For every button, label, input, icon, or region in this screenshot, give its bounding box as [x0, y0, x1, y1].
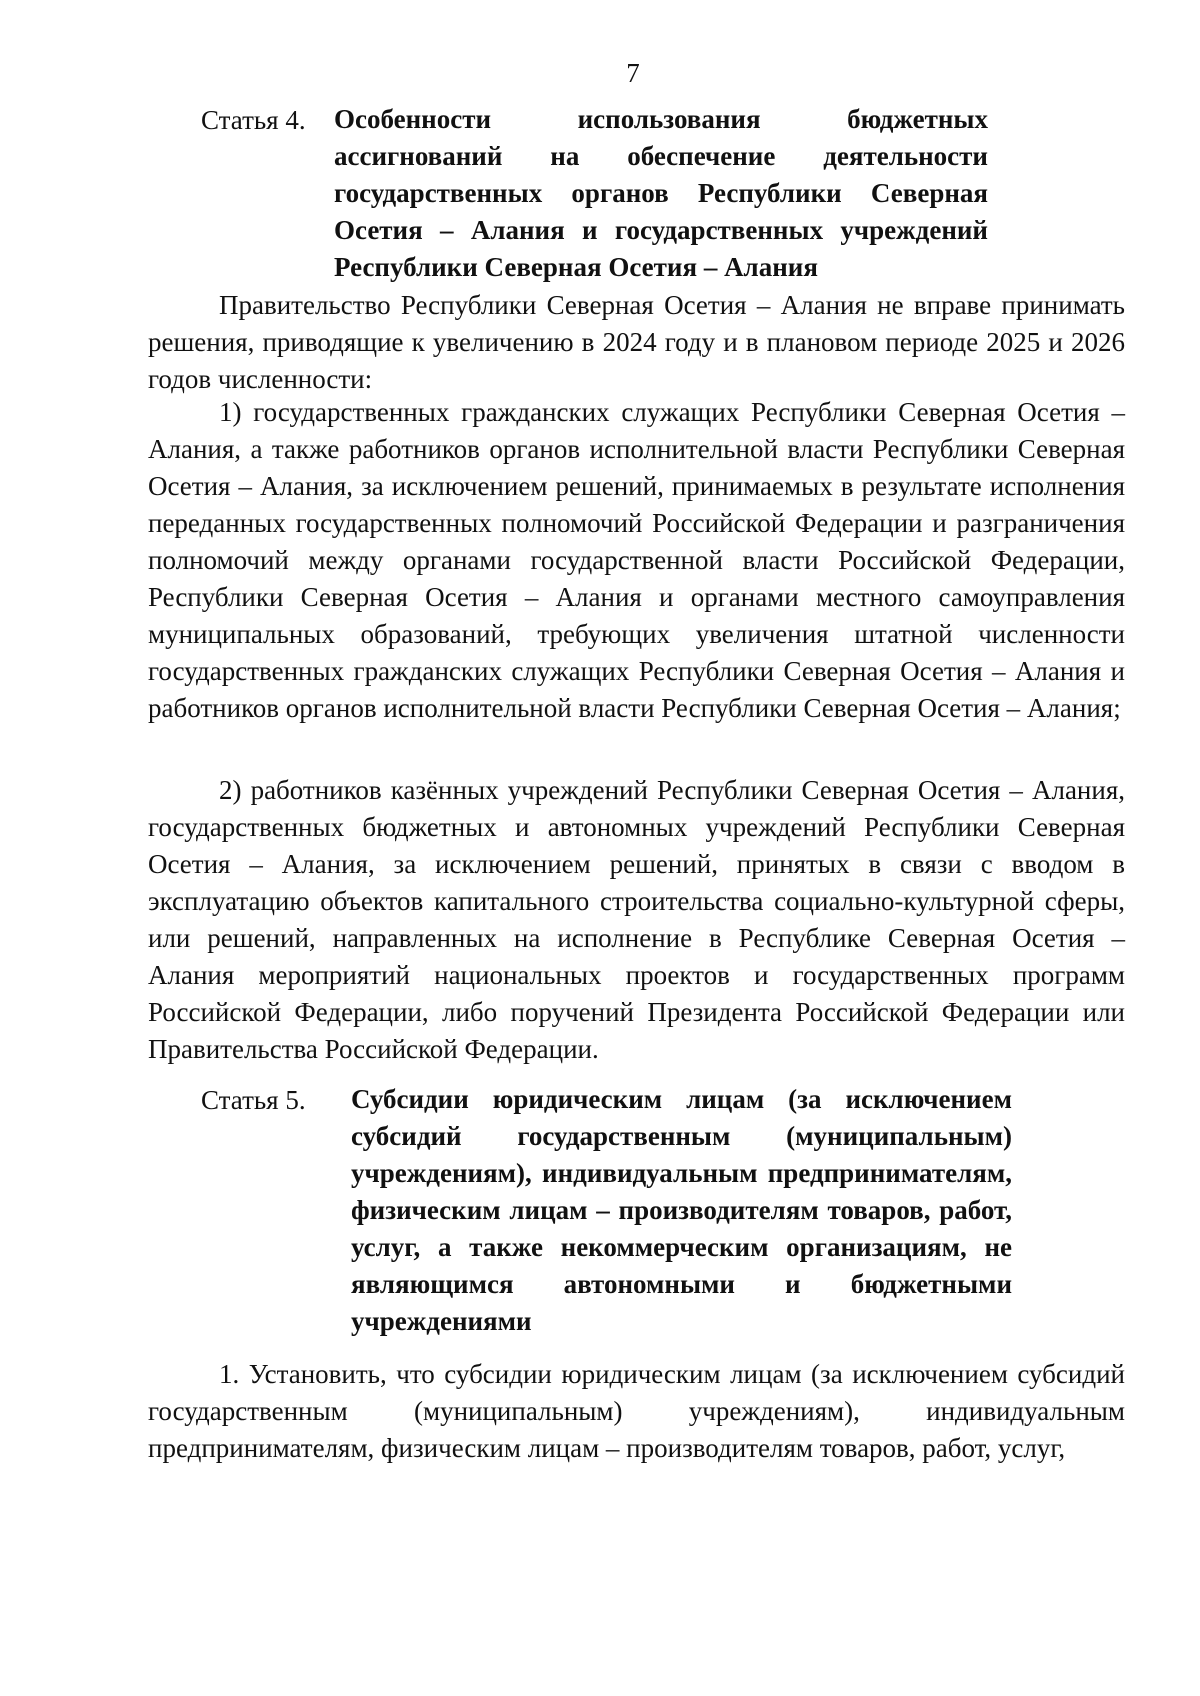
article-4-label: Статья 4. [201, 105, 306, 135]
article-4-title: Особенности использования бюджетных ассигнований на обеспечение деятельности государственных органов Республики Северная Осетия – Алания и государственных учреждений Республики Северная Осетия – Алания [334, 104, 988, 282]
article-5-title: Субсидии юридическим лицам (за исключением субсидий государственным (муниципальным) учреждениям), индивидуальным предпринимателям, физическим лицам – производителям товаров, работ, услуг, а также некоммерческим организациям, не являющимся автономными и бюджетными учреждениями [351, 1084, 1012, 1336]
article-4-intro: Правительство Республики Северная Осетия – Алания не вправе принимать решения, приводящие к увеличению в 2024 году и в плановом периоде 2025 и 2026 годов численности: [148, 290, 1125, 394]
page-number: 7 [626, 58, 640, 88]
article-4-item-1: 1) государственных гражданских служащих Республики Северная Осетия – Алания, а также работников органов исполнительной власти Республики Северная Осетия – Алания, за исключением решений, принимаемых в результате исполнения переданных государственных полномочий Российской Федерации и разграничения полномочий между органами государственной власти Российской Федерации, Республики Северная Осетия – Алания и органами местного самоуправления муниципальных образований, требующих увеличения штатной численности государственных гражданских служащих Республики Северная Осетия – Алания и работников органов исполнительной власти Республики Северная Осетия – Алания; [148, 397, 1125, 723]
article-5-label: Статья 5. [201, 1085, 306, 1115]
article-4-item-2: 2) работников казённых учреждений Республики Северная Осетия – Алания, государственных бюджетных и автономных учреждений Республики Северная Осетия – Алания, за исключением решений, принятых в связи с вводом в эксплуатацию объектов капитального строительства социально-культурной сферы, или решений, направленных на исполнение в Республике Северная Осетия – Алания мероприятий национальных проектов и государственных программ Российской Федерации, либо поручений Президента Российской Федерации или Правительства Российской Федерации. [148, 775, 1125, 1064]
article-5-paragraph-1: 1. Установить, что субсидии юридическим лицам (за исключением субсидий государственным (муниципальным) учреждениям), индивидуальным предпринимателям, физическим лицам – производителям товаров, работ, услуг, [148, 1359, 1125, 1463]
